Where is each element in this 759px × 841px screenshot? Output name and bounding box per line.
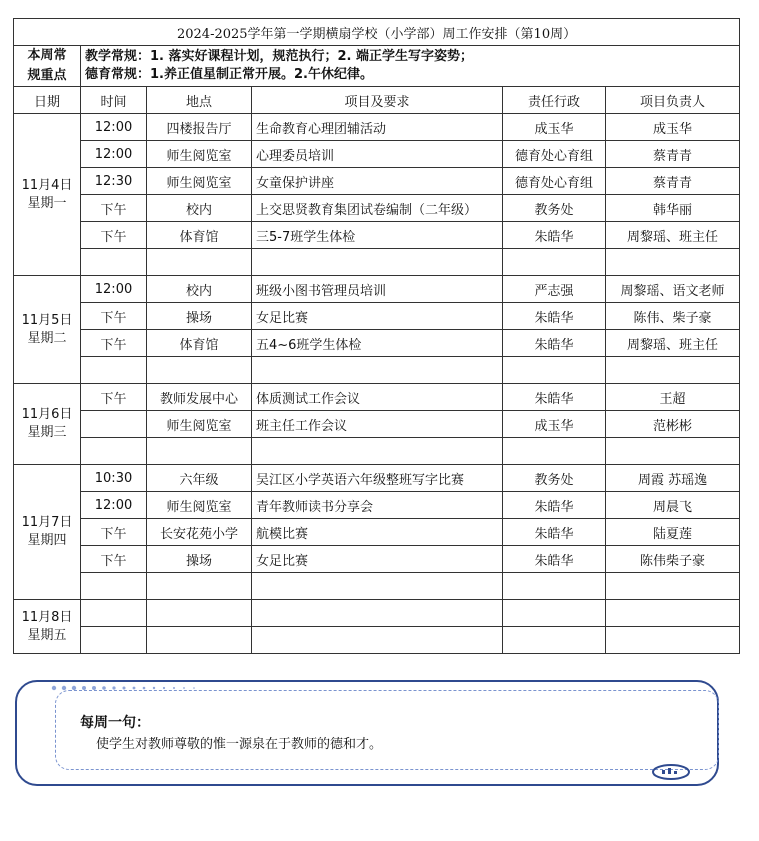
day-weekday: 星期一 — [27, 195, 67, 211]
cell-item: 航模比赛 — [252, 519, 503, 546]
cell-owner: 蔡青青 — [606, 168, 740, 195]
cell-time: 下午 — [81, 519, 147, 546]
cell-admin: 朱皓华 — [503, 330, 606, 357]
table-row — [14, 276, 740, 303]
cell-admin — [503, 438, 606, 465]
cell-time: 12:00 — [81, 141, 147, 168]
table-row — [14, 519, 740, 546]
cell-place: 体育馆 — [147, 222, 252, 249]
cell-owner: 蔡青青 — [606, 141, 740, 168]
table-row — [14, 546, 740, 573]
cell-admin: 朱皓华 — [503, 222, 606, 249]
cell-owner: 周黎瑶、班主任 — [606, 330, 740, 357]
cell-item: 青年教师读书分享会 — [252, 492, 503, 519]
decorative-dots-icon — [50, 684, 200, 692]
cell-place: 教师发展中心 — [147, 384, 252, 411]
cell-admin: 严志强 — [503, 276, 606, 303]
cell-item: 女足比赛 — [252, 546, 503, 573]
cell-item — [252, 357, 503, 384]
weekly-quote-title: 每周一句： — [80, 715, 150, 731]
cell-place: 六年级 — [147, 465, 252, 492]
cell-place: 师生阅览室 — [147, 141, 252, 168]
table-row — [14, 195, 740, 222]
table-row — [14, 222, 740, 249]
moral-routine: 德育常规：1.养正值星制正常开展。2.午休纪律。 — [85, 67, 373, 82]
header-item: 项目及要求 — [252, 87, 503, 114]
day-cell — [14, 276, 81, 384]
weekly-quote-inner-frame — [55, 690, 719, 770]
cell-owner: 周黎瑶、语文老师 — [606, 276, 740, 303]
day-date: 11月5日 — [21, 312, 73, 328]
teaching-routine: 教学常规：1. 落实好课程计划，规范执行；2. 端正学生写字姿势； — [85, 49, 474, 64]
cell-place: 四楼报告厅 — [147, 114, 252, 141]
cell-owner: 成玉华 — [606, 114, 740, 141]
header-admin: 责任行政 — [503, 87, 606, 114]
day-cell — [14, 384, 81, 465]
cell-item: 女足比赛 — [252, 303, 503, 330]
cell-item — [252, 249, 503, 276]
cell-place: 校内 — [147, 195, 252, 222]
day-date: 11月7日 — [21, 515, 73, 530]
cell-owner: 周晨飞 — [606, 492, 740, 519]
cell-admin: 成玉华 — [503, 411, 606, 438]
cell-owner: 陆夏莲 — [606, 519, 740, 546]
cell-owner — [606, 573, 740, 600]
key-points-content — [81, 46, 740, 87]
cell-item: 吴江区小学英语六年级整班写字比赛 — [252, 465, 503, 492]
cell-place: 操场 — [147, 546, 252, 573]
table-row — [14, 330, 740, 357]
cell-admin: 教务处 — [503, 195, 606, 222]
cell-owner — [606, 627, 740, 654]
cell-item: 三5-7班学生体检 — [252, 222, 503, 249]
cell-admin — [503, 357, 606, 384]
cell-place: 校内 — [147, 276, 252, 303]
day-cell — [14, 114, 81, 276]
cell-item: 班级小图书管理员培训 — [252, 276, 503, 303]
cell-item: 心理委员培训 — [252, 141, 503, 168]
cell-time: 12:00 — [81, 276, 147, 303]
cell-place: 长安花苑小学 — [147, 519, 252, 546]
cell-admin: 朱皓华 — [503, 384, 606, 411]
cell-time — [81, 249, 147, 276]
key-points-label-line1: 本周常 — [27, 48, 67, 63]
table-row — [14, 438, 740, 465]
table-row — [14, 600, 740, 627]
cell-admin: 德育处心育组 — [503, 168, 606, 195]
cell-owner: 陈伟、柴子豪 — [606, 303, 740, 330]
cell-time — [81, 438, 147, 465]
cell-admin: 朱皓华 — [503, 303, 606, 330]
cell-admin: 教务处 — [503, 465, 606, 492]
weekly-schedule-table — [13, 18, 740, 654]
header-row — [14, 87, 740, 114]
cell-time: 下午 — [81, 330, 147, 357]
cell-place: 师生阅览室 — [147, 492, 252, 519]
header-time: 时间 — [81, 87, 147, 114]
cell-owner — [606, 249, 740, 276]
header-place: 地点 — [147, 87, 252, 114]
cell-owner: 韩华丽 — [606, 195, 740, 222]
cell-admin — [503, 573, 606, 600]
table-row — [14, 384, 740, 411]
cell-place — [147, 438, 252, 465]
header-owner: 项目负责人 — [606, 87, 740, 114]
cell-place: 体育馆 — [147, 330, 252, 357]
cell-item: 五4~6班学生体检 — [252, 330, 503, 357]
cell-time: 12:30 — [81, 168, 147, 195]
table-row — [14, 249, 740, 276]
cell-time: 10:30 — [81, 465, 147, 492]
cell-time — [81, 357, 147, 384]
cell-time: 下午 — [81, 222, 147, 249]
cell-admin: 朱皓华 — [503, 519, 606, 546]
cell-time — [81, 627, 147, 654]
header-date: 日期 — [14, 87, 81, 114]
cell-admin — [503, 249, 606, 276]
cell-admin: 德育处心育组 — [503, 141, 606, 168]
cell-place: 师生阅览室 — [147, 168, 252, 195]
cell-place — [147, 573, 252, 600]
day-weekday: 星期二 — [27, 330, 67, 346]
cell-item — [252, 573, 503, 600]
cell-time: 下午 — [81, 303, 147, 330]
cell-owner: 周霞 苏瑶逸 — [606, 465, 740, 492]
cell-owner — [606, 438, 740, 465]
day-weekday: 星期四 — [27, 533, 67, 548]
cell-time: 12:00 — [81, 492, 147, 519]
cell-time: 下午 — [81, 195, 147, 222]
day-date: 11月8日 — [21, 609, 73, 625]
cell-owner: 陈伟柴子豪 — [606, 546, 740, 573]
speech-bubble-icon — [651, 763, 691, 781]
cell-item: 体质测试工作会议 — [252, 384, 503, 411]
cell-item: 女童保护讲座 — [252, 168, 503, 195]
page-title: 2024-2025学年第一学期横扇学校（小学部）周工作安排（第10周） — [14, 19, 740, 46]
cell-owner — [606, 600, 740, 627]
day-cell — [14, 600, 81, 654]
cell-time — [81, 600, 147, 627]
cell-item — [252, 627, 503, 654]
cell-time: 下午 — [81, 546, 147, 573]
weekly-quote-text: 使学生对教师尊敬的惟一源泉在于教师的德和才。 — [96, 737, 383, 752]
cell-time — [81, 411, 147, 438]
table-row — [14, 141, 740, 168]
key-points-label — [14, 46, 81, 87]
table-row — [14, 627, 740, 654]
cell-time — [81, 573, 147, 600]
cell-item: 生命教育心理团辅活动 — [252, 114, 503, 141]
day-date: 11月6日 — [21, 407, 73, 422]
table-row — [14, 465, 740, 492]
cell-place — [147, 600, 252, 627]
cell-admin: 朱皓华 — [503, 546, 606, 573]
cell-item: 上交思贤教育集团试卷编制（二年级） — [252, 195, 503, 222]
cell-owner: 王超 — [606, 384, 740, 411]
cell-admin — [503, 627, 606, 654]
table-row — [14, 573, 740, 600]
cell-admin: 朱皓华 — [503, 492, 606, 519]
key-points-label-line2: 规重点 — [27, 68, 67, 83]
day-weekday: 星期五 — [27, 627, 67, 643]
day-date: 11月4日 — [21, 177, 73, 193]
cell-time: 12:00 — [81, 114, 147, 141]
cell-admin: 成玉华 — [503, 114, 606, 141]
table-row — [14, 114, 740, 141]
cell-place: 操场 — [147, 303, 252, 330]
table-row — [14, 303, 740, 330]
table-row — [14, 357, 740, 384]
cell-place: 师生阅览室 — [147, 411, 252, 438]
table-row — [14, 492, 740, 519]
cell-place — [147, 357, 252, 384]
table-row — [14, 168, 740, 195]
cell-place — [147, 249, 252, 276]
cell-owner: 周黎瑶、班主任 — [606, 222, 740, 249]
cell-owner: 范彬彬 — [606, 411, 740, 438]
cell-time: 下午 — [81, 384, 147, 411]
cell-place — [147, 627, 252, 654]
day-cell — [14, 465, 81, 600]
day-weekday: 星期三 — [27, 425, 67, 440]
cell-item — [252, 600, 503, 627]
table-row — [14, 411, 740, 438]
cell-admin — [503, 600, 606, 627]
cell-item — [252, 438, 503, 465]
cell-owner — [606, 357, 740, 384]
cell-item: 班主任工作会议 — [252, 411, 503, 438]
